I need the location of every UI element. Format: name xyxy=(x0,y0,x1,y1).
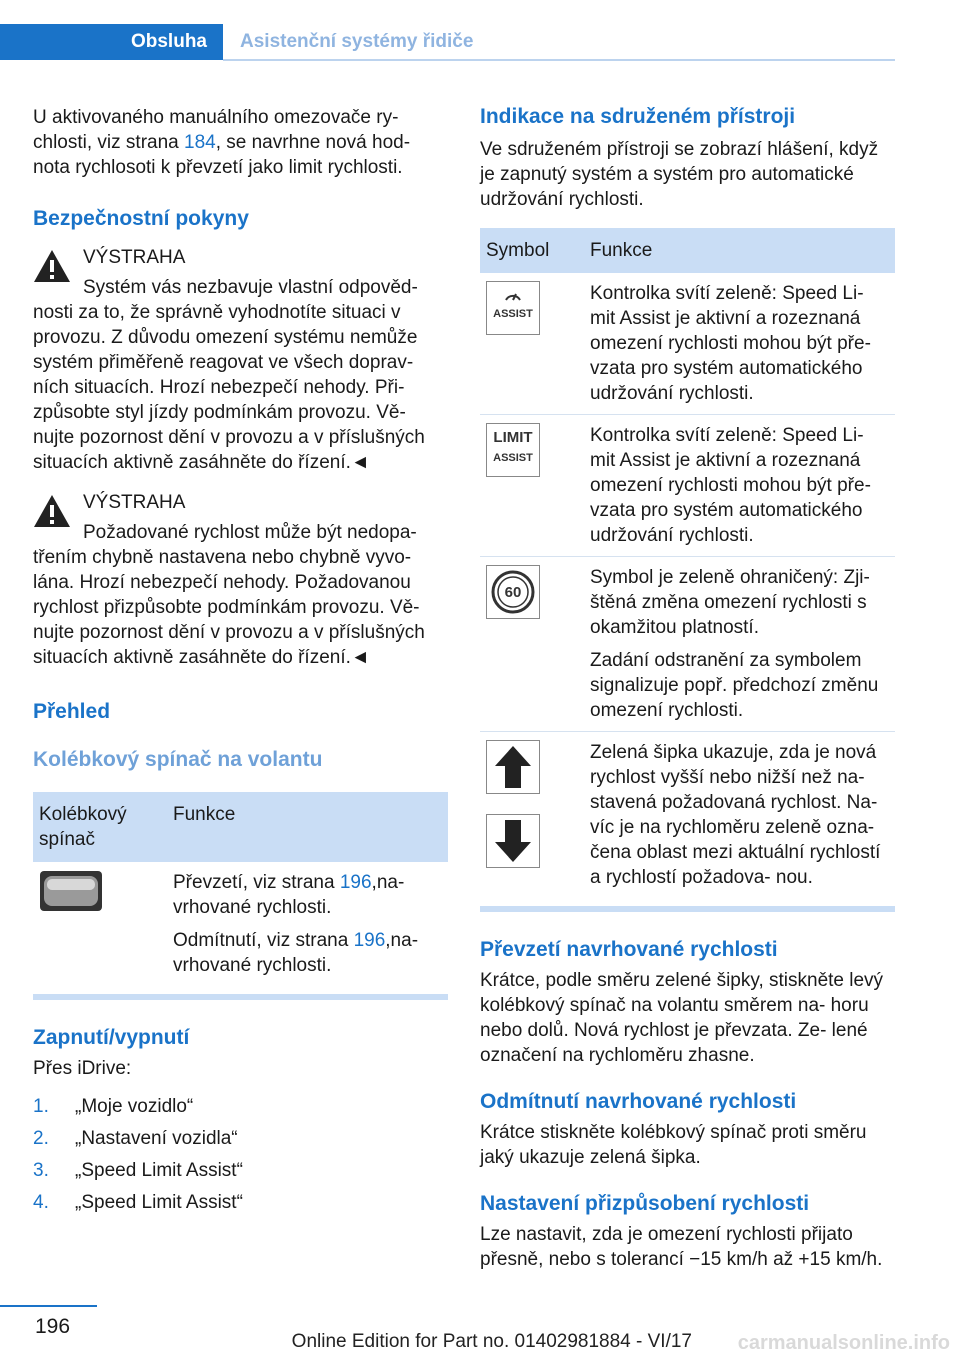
list-item: 4. „Speed Limit Assist“ xyxy=(33,1192,243,1213)
cluster-heading: Indikace na sdruženém přístroji xyxy=(480,105,796,128)
header-divider xyxy=(223,59,895,61)
onoff-intro: Přes iDrive: xyxy=(33,1058,132,1079)
cluster-intro: Ve sdruženém přístroji se zobrazí hlášení, když je zapnutý systém a systém pro automatické udržování rychlosti. xyxy=(480,139,879,210)
adjust-text: Lze nastavit, zda je omezení rychlosti přijato přesně, nebo s tolerancí −15 km/h až +15 km/h. xyxy=(480,1224,883,1270)
overview-heading: Přehled xyxy=(33,700,111,723)
speed-limit-60-icon: 60 xyxy=(486,565,540,619)
warning-triangle-icon xyxy=(33,494,71,528)
steps-list xyxy=(33,1094,448,1215)
table-end-bar xyxy=(480,906,895,912)
table-row xyxy=(480,273,895,415)
warning-block-1 xyxy=(33,245,448,475)
warning-label: VÝSTRAHA xyxy=(83,247,186,268)
assist-icon: ASSIST xyxy=(486,281,540,335)
table-header: Funkce xyxy=(584,228,895,273)
limit-assist-icon: LIMIT ASSIST xyxy=(486,423,540,477)
table-header: Kolébkový spínač xyxy=(33,792,167,862)
warning-label: VÝSTRAHA xyxy=(83,492,186,513)
right-column xyxy=(480,100,895,1272)
rocker-switch-icon xyxy=(39,870,103,912)
table-row xyxy=(480,732,895,899)
list-item: 1. „Moje vozidlo“ xyxy=(33,1096,194,1117)
watermark: carmanualsonline.info xyxy=(737,1332,950,1354)
intro-paragraph: U aktivovaného manuálního omezovače ry- chlosti, viz strana 184, se navrhne nová hod- nota rychlosoti k převzetí jako limit rychlosti. xyxy=(33,107,411,178)
table-row xyxy=(480,557,895,732)
accept-text: Krátce, podle směru zelené šipky, stiskněte levý kolébkový spínač na volantu směrem na- horu nebo dolů. Nová rychlost je převzata. Ze- lené označení na rychloměru zhasne. xyxy=(480,970,884,1066)
page-reference-link[interactable]: 196 xyxy=(353,930,386,951)
left-column xyxy=(33,100,448,1222)
rocker-heading: Kolébkový spínač na volantu xyxy=(33,748,323,771)
rocker-function-reject: Odmítnutí, viz strana 196,na- vrhované rychlosti. xyxy=(173,930,419,976)
table-end-bar xyxy=(33,994,448,1000)
warning-block-2 xyxy=(33,490,448,670)
edition-text: Online Edition for Part no. 01402981884 - VI/17 xyxy=(291,1331,692,1352)
adjust-heading: Nastavení přizpůsobení rychlosti xyxy=(480,1192,810,1215)
page-reference-link[interactable]: 196 xyxy=(339,872,372,893)
arrow-up-icon xyxy=(486,740,540,794)
accept-heading: Převzetí navrhované rychlosti xyxy=(480,938,778,961)
section-tab: Obsluha xyxy=(0,24,223,60)
table-header: Symbol xyxy=(480,228,584,273)
table-header: Funkce xyxy=(167,792,448,862)
table-row xyxy=(480,415,895,557)
arrow-down-icon xyxy=(486,814,540,868)
safety-heading: Bezpečnostní pokyny xyxy=(33,207,249,230)
reject-text: Krátce stiskněte kolébkový spínač proti směru jaký ukazuje zelená šipka. xyxy=(480,1122,867,1168)
rocker-function-accept: Převzetí, viz strana 196,na- vrhované rychlosti. xyxy=(173,872,405,918)
warning-triangle-icon xyxy=(33,249,71,283)
onoff-heading: Zapnutí/vypnutí xyxy=(33,1026,190,1049)
page-reference-link[interactable]: 184 xyxy=(184,132,216,153)
symbol-description-extra: Zadání odstranění za symbolem signalizuje popř. předchozí změnu omezení rychlosti. xyxy=(590,650,879,721)
warning-text: Systém vás nezbavuje vlastní odpověd- nosti za to, že správně vyhodnotíte situaci v provozu. Z důvodu omezení systému nemůže systém přiměřeně reagovat ve všech doprav- ních situacích. Hrozí nebezpečí nehody. Při- způsobte styl jízdy podmínkám provozu. Vě- nujte pozornost dění v provozu a v příslušných situacích aktivně zasáhněte do řízení.◄ xyxy=(33,277,425,473)
list-item: 2. „Nastavení vozidla“ xyxy=(33,1128,238,1149)
symbol-table xyxy=(480,228,895,898)
symbol-description: Symbol je zeleně ohraničený: Zji- štěná změna omezení rychlosti s okamžitou platností. xyxy=(590,567,870,638)
symbol-description: Zelená šipka ukazuje, zda je nová rychlost vyšší nebo nižší než na- stavená požadovaná rychlost. Na- víc je na rychloměru zeleně ozna- čena oblast mezi aktuální rychlostí a rychlostí požadova- nou. xyxy=(590,742,881,888)
symbol-description: Kontrolka svítí zeleně: Speed Li- mit Assist je aktivní a rozeznaná omezení rychlosti mohou být pře- vzata pro systém automatického udržování rychlosti. xyxy=(590,283,871,404)
table-row xyxy=(33,862,448,986)
list-item: 3. „Speed Limit Assist“ xyxy=(33,1160,243,1181)
symbol-description: Kontrolka svítí zeleně: Speed Li- mit Assist je aktivní a rozeznaná omezení rychlosti mohou být pře- vzata pro systém automatického udržování rychlosti. xyxy=(590,425,871,546)
page-number: 196 xyxy=(35,1315,71,1338)
footer-divider xyxy=(0,1305,97,1307)
rocker-table xyxy=(33,792,448,986)
chapter-tab: Asistenční systémy řidiče xyxy=(240,31,474,52)
warning-text: Požadované rychlost může být nedopa- třením chybně nastavena nebo chybně vyvo- lána. Hrozí nebezpečí nehody. Požadovanou rychlost přizpůsobte podmínkám provozu. Vě- nujte pozornost dění v provozu a v příslušných situacích aktivně zasáhněte do řízení.◄ xyxy=(33,522,425,668)
page-header xyxy=(0,24,895,62)
reject-heading: Odmítnutí navrhované rychlosti xyxy=(480,1090,797,1113)
